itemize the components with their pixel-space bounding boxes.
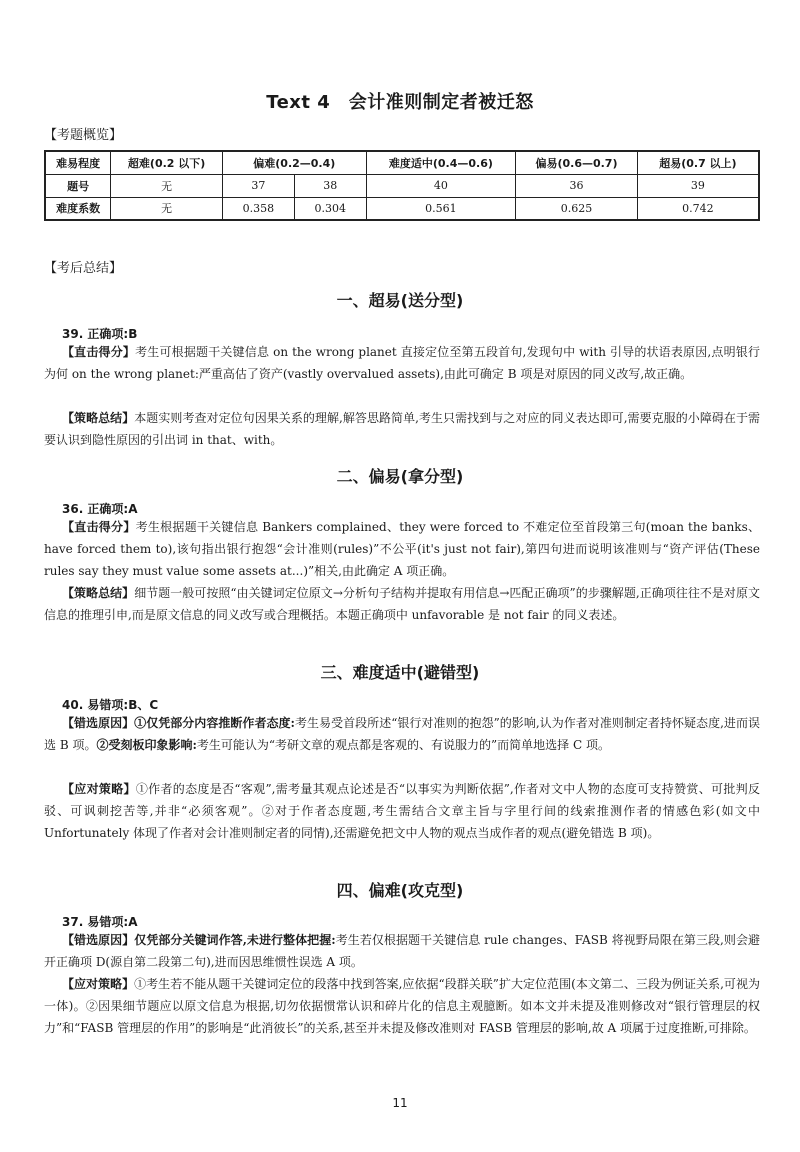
level-hard: 偏难(0.2—0.4) (222, 151, 366, 174)
overview-heading: 【考题概览】 (44, 128, 123, 143)
row-label-question: 题号 (45, 174, 111, 197)
answer-label: 37. 易错项:A (62, 915, 138, 929)
level-super-hard: 超难(0.2 以下) (111, 151, 223, 174)
section-heading: 四、偏难(攻克型) (336, 881, 464, 900)
table-cell: 40 (366, 174, 516, 197)
table-row (45, 151, 759, 174)
page-title: Text 4 会计准则制定者被迁怒 (266, 92, 534, 113)
overview-table (44, 150, 760, 221)
table-cell: 0.625 (516, 197, 638, 220)
table-cell: 36 (516, 174, 638, 197)
paragraph-tag: 【错选原因】 (62, 933, 135, 947)
table-cell: 无 (111, 174, 223, 197)
answer-label: 36. 正确项:A (62, 502, 138, 516)
paragraph-text: 细节题一般可按照“由关键词定位原文→分析句子结构并提取有用信息→匹配正确项”的步骤解题,正确项往往不是对原文信息的推理引申,而是原文信息的同义改写或合理概括。本题正确项中 unfavorable 是 not fair 的同义表述。 (44, 586, 760, 622)
paragraph-text: 考生根据题干关键信息 Bankers complained、they were forced to 不难定位至首段第三句(moan the banks、have forced them to),该句指出银行抱怨“会计准则(rules)”不公平(it's just not fair),第四句进而说明该准则与“资产评估(These rules say they must value some assets at...)”相关,由此确定 A 项正确。 (44, 520, 760, 578)
paragraph-text: 考生可根据题干关键信息 on the wrong planet 直接定位至第五段首句,发现句中 with 引导的状语表原因,点明银行为何 on the wrong planet:严重高估了资产(vastly overvalued assets),由此可确定 B 项是对原因的同义改写,故正确。 (44, 345, 760, 381)
table-cell: 0.742 (637, 197, 759, 220)
table-cell: 无 (111, 197, 223, 220)
paragraph (44, 407, 760, 451)
row-label-coefficient: 难度系数 (45, 197, 111, 220)
section-heading: 一、超易(送分型) (336, 291, 464, 310)
table-cell: 0.358 (222, 197, 294, 220)
paragraph (44, 582, 760, 626)
page-number: 11 (392, 1096, 408, 1110)
paragraph-tag: 【错选原因】 (62, 716, 135, 730)
paragraph (44, 929, 760, 973)
paragraph-text: 考生可能认为“考研文章的观点都是客观的、有说服力的”而简单地选择 C 项。 (196, 738, 610, 752)
paragraph-tag: 【直击得分】 (62, 520, 136, 534)
paragraph-emphasis: ②受刻板印象影响: (96, 738, 197, 752)
paragraph-emphasis: ①仅凭部分内容推断作者态度: (134, 716, 295, 730)
paragraph-emphasis: 仅凭部分关键词作答,未进行整体把握: (134, 933, 336, 947)
paragraph (44, 516, 760, 582)
paragraph-tag: 【直击得分】 (62, 345, 136, 359)
level-super-easy: 超易(0.7 以上) (637, 151, 759, 174)
table-cell: 38 (294, 174, 366, 197)
table-cell: 37 (222, 174, 294, 197)
paragraph-text: 本题实则考查对定位句因果关系的理解,解答思路简单,考生只需找到与之对应的同义表达即可,需要克服的小障碍在于需要认识到隐性原因的引出词 in that、with。 (44, 411, 760, 447)
section-heading: 三、难度适中(避错型) (320, 663, 480, 682)
paragraph-text: 考生易受首段所述“银行对准则的抱怨”的影响,认为作者对准则制定者持怀疑态度,进而误选 B 项。 (44, 716, 760, 752)
table-cell: 0.561 (366, 197, 516, 220)
level-medium: 难度适中(0.4—0.6) (366, 151, 516, 174)
paragraph-tag: 【策略总结】 (62, 586, 135, 600)
paragraph (44, 973, 760, 1039)
table-row (45, 197, 759, 220)
level-easy: 偏易(0.6—0.7) (516, 151, 638, 174)
paragraph (44, 778, 760, 844)
paragraph (44, 341, 760, 385)
table-cell: 0.304 (294, 197, 366, 220)
summary-heading: 【考后总结】 (44, 261, 123, 276)
row-label-difficulty: 难易程度 (45, 151, 111, 174)
paragraph-tag: 【策略总结】 (62, 411, 135, 425)
section-heading: 二、偏易(拿分型) (336, 467, 464, 486)
answer-label: 39. 正确项:B (62, 327, 138, 341)
table-row (45, 174, 759, 197)
paragraph-text: 考生若仅根据题干关键信息 rule changes、FASB 将视野局限在第三段,则会避开正确项 D(源自第二段第二句),进而因思维惯性误选 A 项。 (44, 933, 760, 969)
paragraph-text: ①考生若不能从题干关键词定位的段落中找到答案,应依据“段群关联”扩大定位范围(本文第二、三段为例证关系,可视为一体)。②因果细节题应以原文信息为根据,切勿依据惯常认识和碎片化的信息主观臆断。如本文并未提及准则修改对“银行管理层的权力”和“FASB 管理层的作用”的影响是“此消彼长”的关系,甚至并未提及修改准则对 FASB 管理层的影响,故 A 项属于过度推断,可排除。 (44, 977, 760, 1035)
paragraph-tag: 【应对策略】 (62, 977, 135, 991)
answer-label: 40. 易错项:B、C (62, 698, 159, 712)
table-cell: 39 (637, 174, 759, 197)
paragraph-tag: 【应对策略】 (62, 782, 136, 796)
paragraph-text: ①作者的态度是否“客观”,需考量其观点论述是否“以事实为判断依据”,作者对文中人物的态度可支持赞赏、可批判反驳、可讽刺挖苦等,并非“必须客观”。②对于作者态度题,考生需结合文章主旨与字里行间的线索推测作者的情感色彩(如文中 Unfortunately 体现了作者对会计准则制定者的同情),还需避免把文中人物的观点当成作者的观点(避免错选 B 项)。 (44, 782, 760, 840)
paragraph (44, 712, 760, 756)
